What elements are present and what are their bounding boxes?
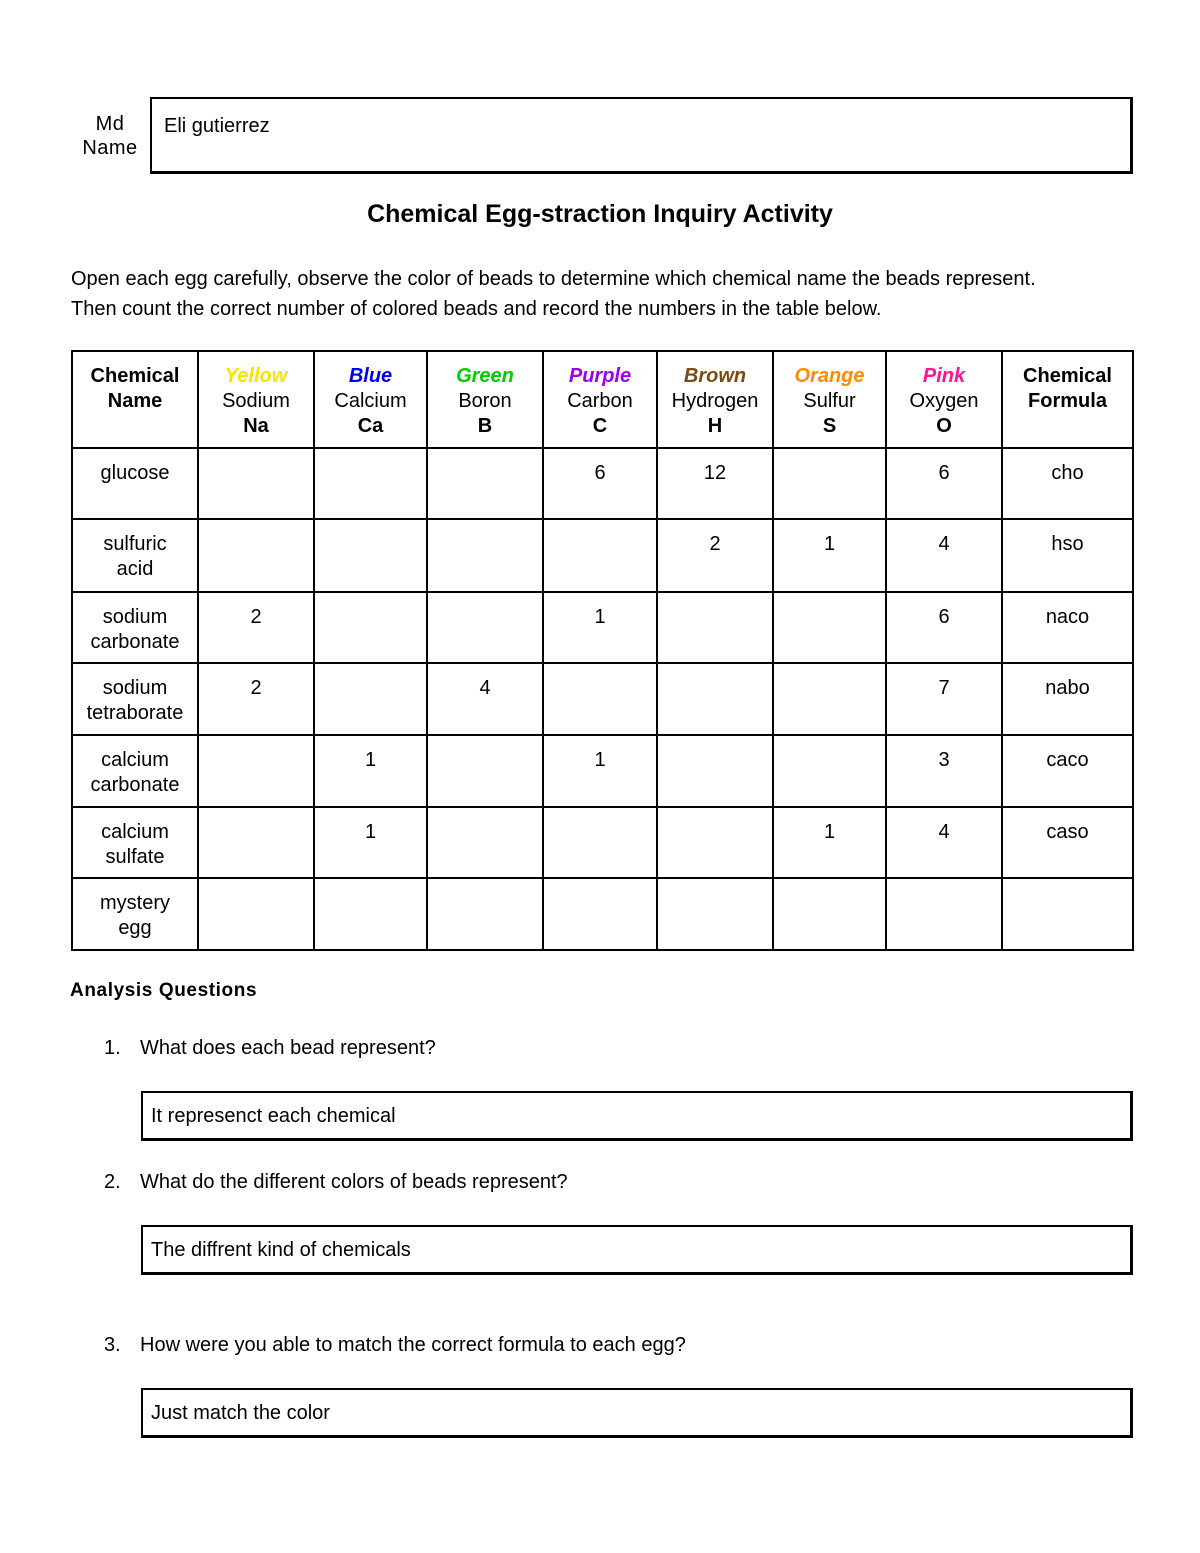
bead-count-cell[interactable]	[543, 663, 657, 735]
bead-count-cell[interactable]	[427, 448, 543, 519]
header-chemical-formula	[1002, 351, 1133, 448]
bead-count-cell[interactable]	[657, 663, 773, 735]
table-row	[72, 807, 1133, 878]
bead-count-cell[interactable]: 1	[314, 807, 427, 878]
header-element	[886, 351, 1002, 448]
row-chemical-name	[72, 807, 198, 878]
row-chemical-name-line: glucose	[100, 462, 170, 484]
instructions-line-1: Open each egg carefully, observe the color of beads to determine which chemical name the beads represent.	[71, 268, 1036, 290]
bead-count-cell[interactable]: 1	[543, 735, 657, 807]
bead-count-cell[interactable]: 7	[886, 663, 1002, 735]
question-3	[104, 1334, 686, 1357]
name-label	[72, 112, 148, 160]
bead-count-cell[interactable]	[657, 807, 773, 878]
chemical-formula-cell[interactable]: hso	[1002, 519, 1133, 592]
header-element-symbol: S	[822, 415, 837, 437]
header-chemical-name-line2: Name	[107, 390, 163, 412]
row-chemical-name	[72, 519, 198, 592]
bead-count-cell[interactable]: 3	[886, 735, 1002, 807]
header-element	[773, 351, 886, 448]
answer-field-3[interactable]	[141, 1388, 1133, 1438]
bead-count-cell[interactable]	[657, 592, 773, 663]
bead-count-cell[interactable]: 4	[427, 663, 543, 735]
header-element-symbol: C	[592, 415, 608, 437]
chemical-table	[71, 350, 1134, 951]
bead-count-cell[interactable]	[543, 519, 657, 592]
chemical-formula-cell[interactable]: caco	[1002, 735, 1133, 807]
question-text: How were you able to match the correct formula to each egg?	[140, 1334, 686, 1356]
bead-count-cell[interactable]	[314, 663, 427, 735]
question-number: 2.	[104, 1171, 121, 1193]
answer-text: Just match the color	[151, 1402, 330, 1424]
table-row	[72, 519, 1133, 592]
header-color-label: Yellow	[224, 365, 288, 387]
header-chemical-formula-line2: Formula	[1028, 390, 1107, 412]
answer-field-2[interactable]	[141, 1225, 1133, 1275]
bead-count-cell[interactable]	[773, 592, 886, 663]
table-row	[72, 878, 1133, 950]
header-chemical-formula-line1: Chemical	[1023, 365, 1112, 387]
analysis-title: Analysis Questions	[70, 980, 258, 1001]
header-element-name: Calcium	[334, 390, 407, 412]
question-text: What do the different colors of beads represent?	[140, 1171, 568, 1193]
instructions	[71, 264, 1151, 324]
header-color-label: Purple	[568, 365, 632, 387]
bead-count-cell[interactable]	[773, 448, 886, 519]
bead-count-cell[interactable]	[198, 878, 314, 950]
bead-count-cell[interactable]	[198, 519, 314, 592]
question-2	[104, 1171, 568, 1194]
header-element-name: Sulfur	[803, 390, 856, 412]
bead-count-cell[interactable]	[427, 807, 543, 878]
bead-count-cell[interactable]	[314, 448, 427, 519]
bead-count-cell[interactable]	[773, 878, 886, 950]
bead-count-cell[interactable]: 4	[886, 519, 1002, 592]
chemical-formula-cell[interactable]: cho	[1002, 448, 1133, 519]
header-element-name: Carbon	[567, 390, 633, 412]
bead-count-cell[interactable]	[543, 807, 657, 878]
bead-count-cell[interactable]: 2	[198, 592, 314, 663]
header-color-label: Green	[456, 365, 514, 387]
question-number: 1.	[104, 1037, 121, 1059]
bead-count-cell[interactable]	[657, 878, 773, 950]
header-color-label: Pink	[922, 365, 966, 387]
row-chemical-name-line: egg	[118, 917, 152, 939]
row-chemical-name-line: sulfate	[105, 846, 165, 868]
bead-count-cell[interactable]	[427, 735, 543, 807]
header-chemical-name-line1: Chemical	[90, 365, 180, 387]
bead-count-cell[interactable]	[886, 878, 1002, 950]
bead-count-cell[interactable]	[427, 878, 543, 950]
header-element	[314, 351, 427, 448]
row-chemical-name-line: carbonate	[90, 774, 180, 796]
bead-count-cell[interactable]: 1	[543, 592, 657, 663]
chemical-formula-cell[interactable]	[1002, 878, 1133, 950]
row-chemical-name-line: mystery	[100, 892, 170, 914]
header-element-symbol: B	[477, 415, 493, 437]
row-chemical-name-line: tetraborate	[86, 702, 184, 724]
header-element	[657, 351, 773, 448]
chemical-formula-cell[interactable]: caso	[1002, 807, 1133, 878]
header-color-label: Orange	[794, 365, 865, 387]
answer-text: The diffrent kind of chemicals	[151, 1239, 411, 1261]
table-row	[72, 663, 1133, 735]
bead-count-cell[interactable]: 6	[543, 448, 657, 519]
bead-count-cell[interactable]: 4	[886, 807, 1002, 878]
header-element-symbol: Ca	[357, 415, 384, 437]
header-element-symbol: O	[936, 415, 952, 437]
question-number: 3.	[104, 1334, 121, 1356]
header-element	[543, 351, 657, 448]
row-chemical-name-line: sulfuric	[103, 533, 167, 555]
answer-text: It represenct each chemical	[151, 1105, 396, 1127]
page-title: Chemical Egg-straction Inquiry Activity	[367, 200, 833, 228]
bead-count-cell[interactable]	[427, 519, 543, 592]
bead-count-cell[interactable]	[198, 735, 314, 807]
bead-count-cell[interactable]	[314, 519, 427, 592]
header-element-symbol: H	[707, 415, 723, 437]
row-chemical-name-line: calcium	[101, 749, 169, 771]
row-chemical-name	[72, 592, 198, 663]
row-chemical-name-line: sodium	[102, 606, 168, 628]
header-element-name: Boron	[458, 390, 512, 412]
header-chemical-name	[72, 351, 198, 448]
bead-count-cell[interactable]: 1	[314, 735, 427, 807]
table-header-row	[72, 351, 1133, 448]
header-element-symbol: Na	[243, 415, 269, 437]
row-chemical-name-line: acid	[116, 558, 154, 580]
bead-count-cell[interactable]	[773, 663, 886, 735]
header-color-label: Blue	[348, 365, 393, 387]
header-element	[198, 351, 314, 448]
bead-count-cell[interactable]: 1	[773, 519, 886, 592]
bead-count-cell[interactable]	[773, 735, 886, 807]
bead-count-cell[interactable]	[314, 592, 427, 663]
table-row	[72, 592, 1133, 663]
row-chemical-name	[72, 663, 198, 735]
bead-count-cell[interactable]: 6	[886, 592, 1002, 663]
chemical-formula-cell[interactable]: naco	[1002, 592, 1133, 663]
bead-count-cell[interactable]	[314, 878, 427, 950]
answer-field-1[interactable]	[141, 1091, 1133, 1141]
header-element	[427, 351, 543, 448]
bead-count-cell[interactable]	[198, 807, 314, 878]
table-row	[72, 735, 1133, 807]
bead-count-cell[interactable]: 2	[198, 663, 314, 735]
bead-count-cell[interactable]	[657, 735, 773, 807]
question-1	[104, 1037, 436, 1060]
name-label-line1: Md	[95, 113, 125, 135]
bead-count-cell[interactable]	[198, 448, 314, 519]
row-chemical-name	[72, 448, 198, 519]
bead-count-cell[interactable]: 6	[886, 448, 1002, 519]
bead-count-cell[interactable]: 2	[657, 519, 773, 592]
chemical-formula-cell[interactable]: nabo	[1002, 663, 1133, 735]
instructions-line-2: Then count the correct number of colored beads and record the numbers in the table below.	[71, 298, 882, 320]
name-label-line2: Name	[82, 137, 138, 159]
row-chemical-name-line: carbonate	[90, 631, 180, 653]
bead-count-cell[interactable]: 1	[773, 807, 886, 878]
question-text: What does each bead represent?	[140, 1037, 436, 1059]
row-chemical-name	[72, 735, 198, 807]
row-chemical-name-line: sodium	[102, 677, 168, 699]
table-row	[72, 448, 1133, 519]
bead-count-cell[interactable]	[543, 878, 657, 950]
row-chemical-name	[72, 878, 198, 950]
header-element-name: Sodium	[222, 390, 290, 412]
header-element-name: Oxygen	[909, 390, 979, 412]
name-field-value: Eli gutierrez	[164, 115, 270, 137]
bead-count-cell[interactable]: 12	[657, 448, 773, 519]
row-chemical-name-line: calcium	[101, 821, 169, 843]
name-field[interactable]	[150, 97, 1133, 174]
header-color-label: Brown	[683, 365, 747, 387]
header-element-name: Hydrogen	[671, 390, 759, 412]
bead-count-cell[interactable]	[427, 592, 543, 663]
